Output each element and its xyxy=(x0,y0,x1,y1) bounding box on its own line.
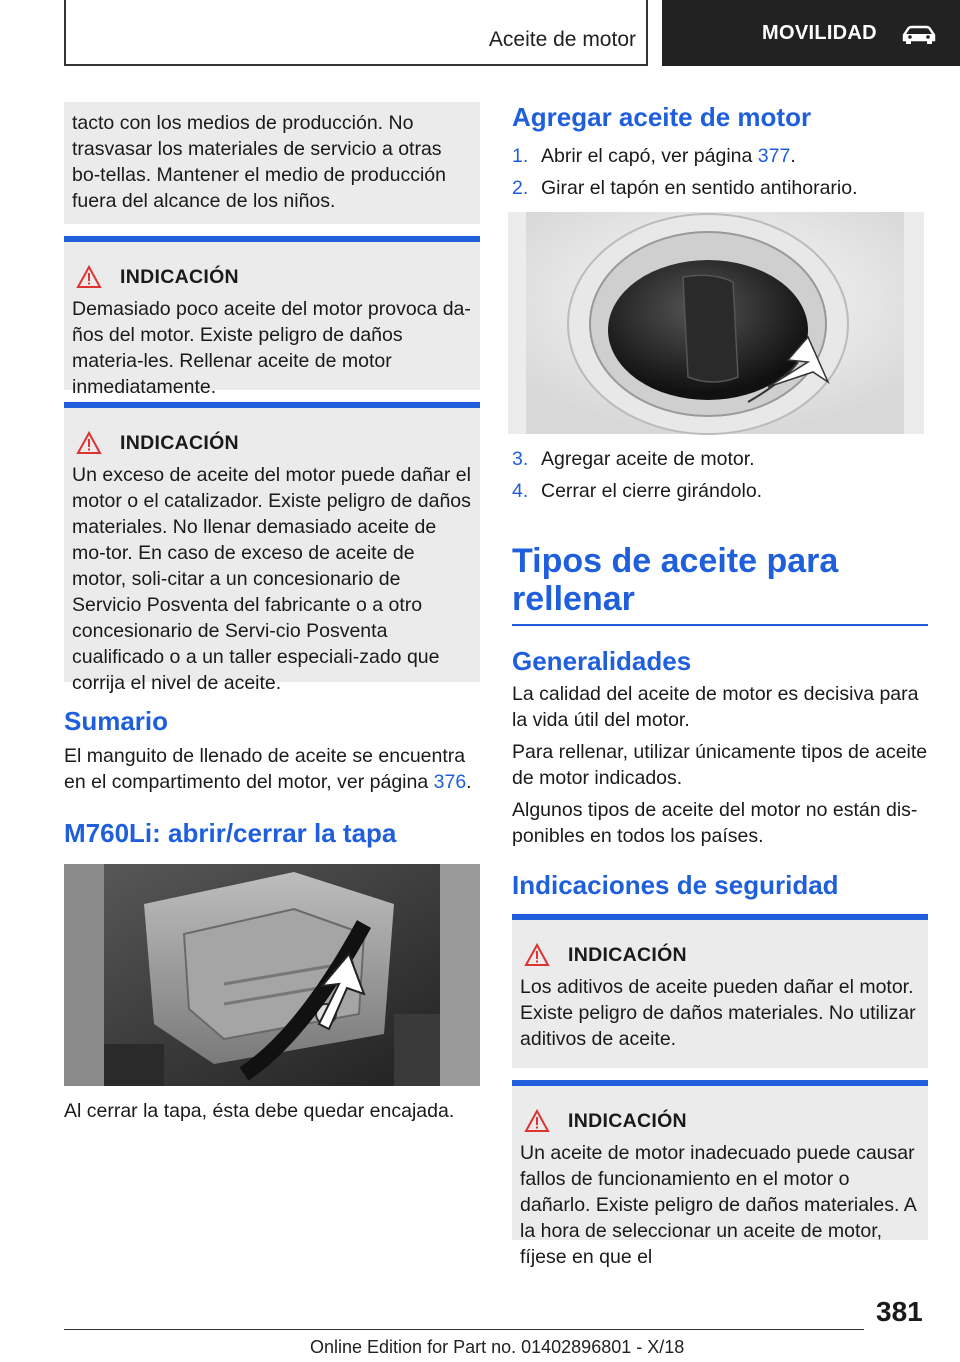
header-left-border xyxy=(64,0,66,66)
header-mid-border xyxy=(646,0,648,66)
warning-icon xyxy=(76,431,102,455)
list-item xyxy=(512,478,928,504)
header-tab-movilidad[interactable] xyxy=(662,0,960,66)
warning-text: Demasiado poco aceite del motor provoca da-ños del motor. Existe peligro de daños materia-les. Rellenar aceite de motor inmediatamente. xyxy=(72,298,471,398)
step-text: Girar el tapón en sentido antihorario. xyxy=(541,177,858,199)
page-number: 381 xyxy=(876,1296,923,1327)
list-item xyxy=(512,446,928,472)
paragraph: Algunos tipos de aceite del motor no están dis-ponibles en todos los países. xyxy=(512,799,918,847)
engine-bay-image xyxy=(64,864,480,1086)
warning-box xyxy=(512,914,928,1068)
warning-box xyxy=(64,402,480,694)
sumario-end: . xyxy=(466,771,472,793)
paragraph: La calidad del aceite de motor es decisiva para la vida útil del motor. xyxy=(512,683,919,731)
warning-text: Un exceso de aceite del motor puede dañar el motor o el catalizador. Existe peligro de daños materiales. No llenar demasiado aceite de mo-tor. En caso de exceso de aceite de motor, soli-citar a un concesionario de Servicio Posventa del fabricante o a otro concesionario de Servi-cio Posventa cualificado o a un taller especiali-zado que corrija el nivel de aceite. xyxy=(72,464,471,694)
step-number: 1. xyxy=(512,145,529,167)
m760-caption: Al cerrar la tapa, ésta debe quedar encajada. xyxy=(64,1100,455,1122)
warning-icon xyxy=(524,943,550,967)
warning-text: Los aditivos de aceite pueden dañar el motor. Existe peligro de daños materiales. No utilizar aditivos de aceite. xyxy=(520,976,916,1050)
sumario-body: El manguito de llenado de aceite se encuentra en el compartimento del motor, ver página xyxy=(64,745,466,793)
footer-edition: Online Edition for Part no. 01402896801 - X/18 xyxy=(310,1337,685,1357)
list-item xyxy=(512,175,928,201)
section-heading-seguridad: Indicaciones de seguridad xyxy=(512,870,839,900)
chapter-heading-tipos: Tipos de aceite para rellenar xyxy=(512,542,839,618)
engine-bay-photo xyxy=(64,864,480,1086)
car-icon xyxy=(902,26,936,44)
section-heading-generalidades: Generalidades xyxy=(512,646,692,676)
warning-title: INDICACIÓN xyxy=(120,266,239,288)
chapter-rule xyxy=(512,624,928,626)
section-heading-agregar: Agregar aceite de motor xyxy=(512,102,812,132)
section-heading-sumario: Sumario xyxy=(64,706,169,736)
section-heading-m760: M760Li: abrir/cerrar la tapa xyxy=(64,818,397,848)
intro-text: tacto con los medios de producción. No trasvasar los materiales de servicio a otras bo-tellas. Mantener el medio de producción fuera del alcance de los niños. xyxy=(72,112,446,212)
warning-title: INDICACIÓN xyxy=(568,944,687,966)
step-text: Cerrar el cierre girándolo. xyxy=(541,480,763,502)
step-number: 2. xyxy=(512,177,529,199)
warning-title: INDICACIÓN xyxy=(120,432,239,454)
page-link-376[interactable]: 376 xyxy=(433,771,467,793)
step-number: 4. xyxy=(512,480,529,502)
warning-title: INDICACIÓN xyxy=(568,1110,687,1132)
oil-cap-photo xyxy=(508,212,924,434)
footer-rule xyxy=(64,1329,864,1330)
warning-box xyxy=(64,236,480,398)
warning-text: Un aceite de motor inadecuado puede causar fallos de funcionamiento en el motor o dañarlo. Existe peligro de daños materiales. A la hora de seleccionar un aceite de motor, fíjese en que el xyxy=(520,1142,916,1268)
warning-icon xyxy=(524,1109,550,1133)
header-tab-label: MOVILIDAD xyxy=(762,21,877,44)
header-rule xyxy=(64,64,648,66)
paragraph: Para rellenar, utilizar únicamente tipos de aceite de motor indicados. xyxy=(512,741,928,789)
step-text: Agregar aceite de motor. xyxy=(541,448,755,470)
header-section-title: Aceite de motor xyxy=(488,28,636,51)
step-number: 3. xyxy=(512,448,529,470)
list-item xyxy=(512,143,928,169)
intro-box xyxy=(64,102,480,224)
sumario-text xyxy=(64,743,480,795)
warning-icon xyxy=(76,265,102,289)
oil-cap-image xyxy=(508,212,924,434)
step-text: Abrir el capó, ver página xyxy=(541,145,758,167)
page-link-377[interactable]: 377 xyxy=(757,145,791,167)
warning-box xyxy=(512,1080,928,1268)
step-text-end: . xyxy=(790,145,796,167)
